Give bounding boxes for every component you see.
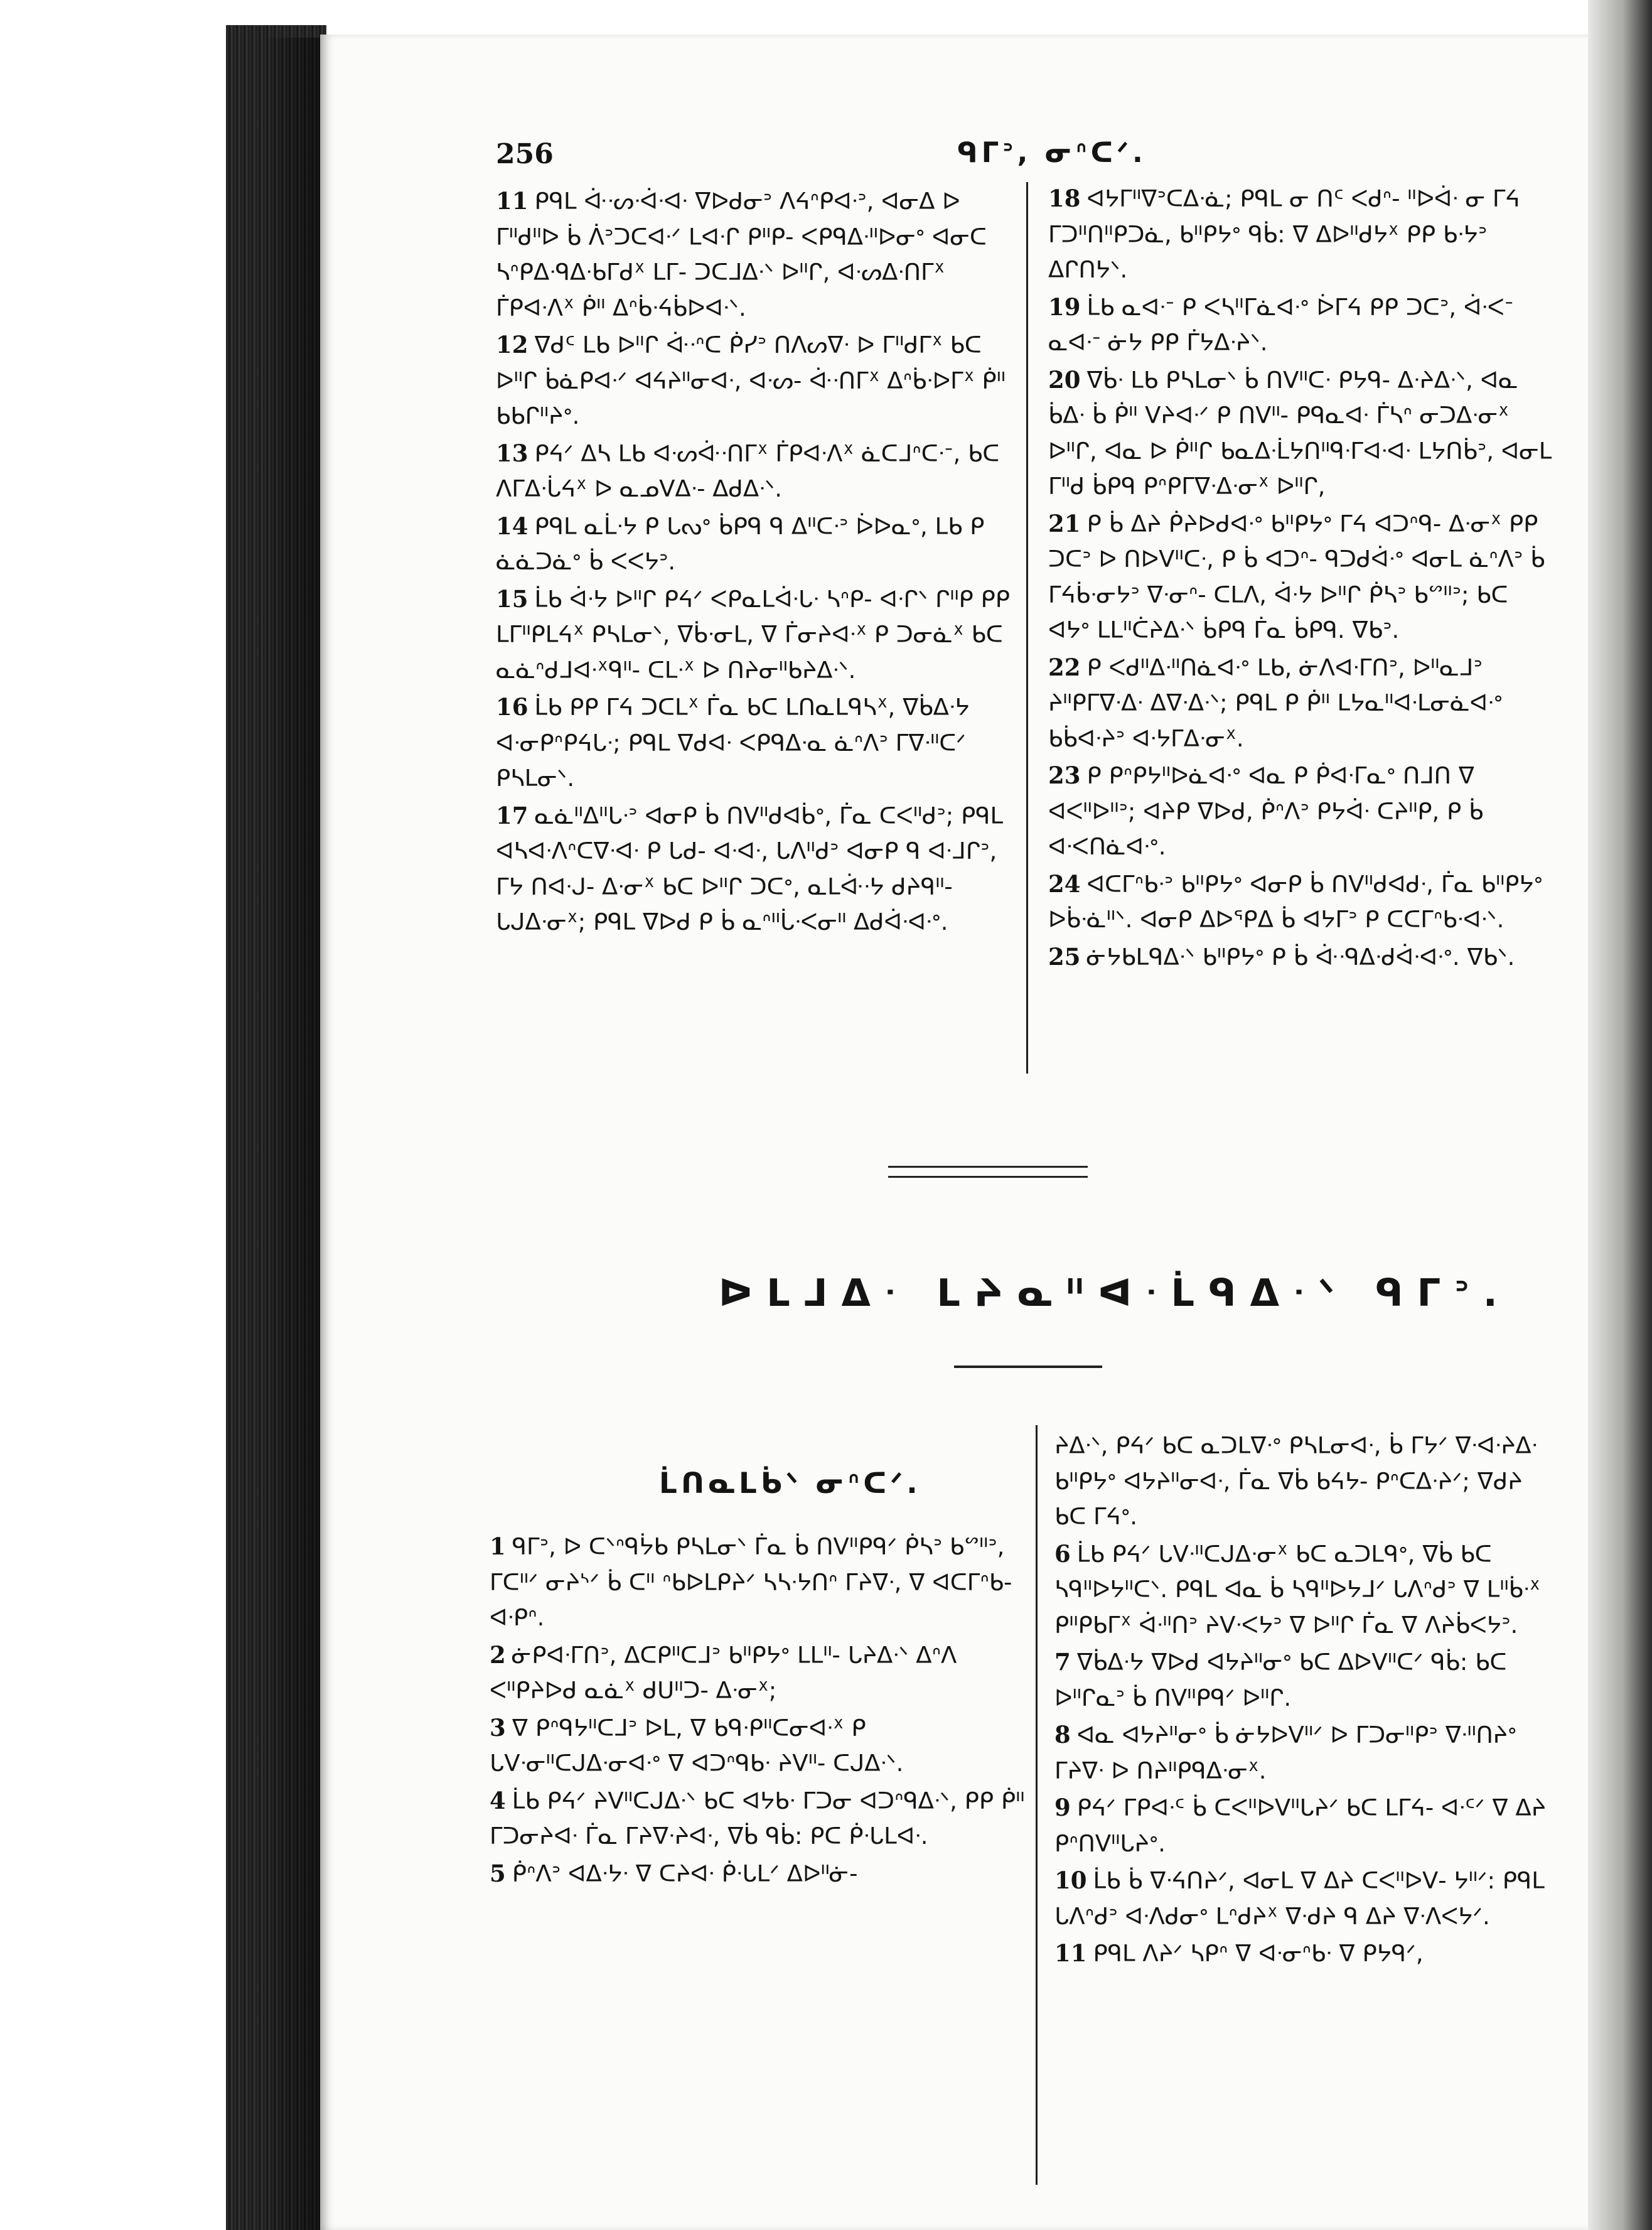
verse-number: 22: [1048, 653, 1081, 681]
verse-text: ᐁᑳᐧ ᒪᑲ ᑭᓴᒪᓂᐠ ᑳ ᑎᐯᐦᑕᐧ ᑭᔭᑫ- ᐃᐧᔨᐃᐧᐠ, ᐊᓇ ᑳᐃᐧ ᑳ ᑮᐦ ᐯᔨᐊᐧᐟ ᑭ ᑎᐯᐦ- ᑭᑫᓇᐊᐧ ᒦᓴᐢ ᓂᑐᐃᐧᓂᕽ ᐅᐦᒋ, ᐊᓇ ᐅ ᑮᐦᒋ ᑲᓇᐃᐧᒫᔭᑎᐦᑫᐧᒥᐊᐧᐊᐧ ᒪᔭᑎᑳᐣ, ᐊᓂᒪ ᒥᐦᑯ ᑳᑭᑫ ᑭᐢᑭᒥᐁᐧᐃᐧᓂᕽ ᐅᐦᒋ,: [1048, 366, 1552, 500]
verse-number: 18: [1048, 185, 1081, 212]
verse: [1048, 289, 1555, 361]
verse-text: ᑭ ᐸᑯᐦᐃᐧᐦᑎᓈᐊᐧᐤ ᒪᑲ, ᓃᐱᐊᐧᒥᑎᐣ, ᐅᐦᓇᒧᐣ ᔨᐦᑭᒥᐁᐧᐃᐧ ᐃᐁᐧᐃᐧᐠ; ᑭᑫᒪ ᑭ ᑮᐦ ᒪᔭᓇᐦᐊᐧᒪᓂᓈᐊᐧᐤ ᑲᑳᐊᐧᔨᐣ ᐊᐧᔭᒥᐃᐧᓂᕽ.: [1048, 654, 1503, 752]
verse-number: 1: [490, 1532, 506, 1560]
verse-text: ᒫᑲ ᐋᐧᔭ ᐅᐦᒋ ᑭᔦᐟ ᐸᑭᓇᒪᐋᐧᒐᐧ ᓴᐢᑭ- ᐊᐧᒋᐠ ᒋᐦᑭ ᑭᑭ ᒪᒥᐦᑭᒪᔦᕽ ᑭᓴᒪᓂᐠ, ᐁᑳᐧᓂᒪ, ᐁ ᒦᓂᔨᐊᐧᕽ ᑭ ᑐᓂᓈᕽ ᑲᑕ ᓇᓈᐢᑯᒧᐊᐧᕽᑫᐦ- ᑕᒪᐧᕽ ᐅ ᑎᔨᓂᐦᑲᔨᐃᐧᐠ.: [496, 585, 1011, 684]
verse: [496, 327, 1011, 434]
verse: [1048, 866, 1555, 938]
top-right-column: [1048, 181, 1555, 976]
verse: [1054, 1717, 1557, 1789]
verse: [496, 798, 1011, 940]
section-rule: [888, 1166, 1088, 1168]
verse-text: ᒫᑲ ᑭᔦᐟ ᔨᐯᐦᑕᒍᐃᐧᐠ ᑲᑕ ᐊᔭᑲᐧ ᒥᑐᓂ ᐊᑐᐢᑫᐃᐧᐠ, ᑭᑭ ᑮᐦ ᒥᑐᓂᔨᐊᐧ ᒦᓇ ᒥᔨᐁᐧᔨᐊᐧ, ᐁᑳ ᑫᑳ: ᑭᑕ ᑮᐧᒐᒪᐊᐧ.: [490, 1787, 1025, 1850]
verse-number: 20: [1048, 365, 1081, 394]
verse: [1048, 362, 1555, 505]
verse: [1054, 1790, 1557, 1861]
book-spine-shadow: [257, 38, 326, 2230]
verse-text: ᒫᑲ ᑭᔦᐟ ᒐᐯᐧᐦᑕᒍᐃᐧᓂᕽ ᑲᑕ ᓇᑐᒪᑫᐤ, ᐁᑳ ᑲᑕ ᓴᑫᐦᐅᔭᐦᑕᐠ. ᑭᑫᒪ ᐊᓇ ᑳ ᓴᑫᐦᐅᔭᒧᐟ ᒐᐱᐢᑯᐣ ᐁ ᒪᐦᑳᐧᕽ ᑭᐦᑭᑲᒥᕽ ᐋᐧᐦᑎᐣ ᔨᐯᐧᐸᔭᐣ ᐁ ᐅᐦᒋ ᒦᓇ ᐁ ᐱᔨᑳᐸᔭᐣ.: [1054, 1540, 1541, 1639]
verse-number: 15: [496, 584, 528, 613]
verse-text: ᑭᑫᒪ ᓇᒫᐧᔭ ᑭ ᒐᔓᐤ ᑳᑭᑫ ᑫ ᐃᐦᑕᐧᐣ ᐆᐅᓇᐤ, ᒪᑲ ᑭ ᓈᓈᑐᓈᐤ ᑳ ᐸᐸᔭᐣ.: [496, 512, 985, 575]
verse-number: 16: [496, 693, 528, 721]
verse: [1054, 1536, 1557, 1644]
verse: [496, 436, 1011, 507]
verse-number: 14: [496, 512, 528, 540]
verse: [1054, 1428, 1557, 1535]
verse-number: 2: [490, 1640, 506, 1669]
verse-number: 19: [1048, 293, 1081, 321]
verse-text: ᑭᔦᐟ ᐃᓴ ᒪᑲ ᐊᐧᔕᐚᐧᑎᒥᕽ ᒦᑭᐊᐧᐱᕽ ᓈᑕᒧᐢᑕᐧᐨ, ᑲᑕ ᐱᒥᐃᐧᒑᔦᕽ ᐅ ᓇᓄᐯᐃᐧ- ᐃᑯᐃᐧᐠ.: [496, 439, 1000, 502]
verse-text: ᒫᑲ ᑳ ᐁᐧᔦᑎᔨᐟ, ᐊᓂᒪ ᐁ ᐃᔨ ᑕᐸᐦᐅᐯ- ᔭᐦᐟ: ᑭᑫᒪ ᒐᐱᐢᑯᐣ ᐊᐧᐱᑯᓂᐤ ᒪᐢᑯᔨᕽ ᐁᐧᑯᔨ ᑫ ᐃᔨ ᐁᐧᐱᐸᔭᐟ.: [1054, 1867, 1545, 1930]
section-title: ᐅᒪᒧᐃᐧ ᒪᔨᓇᐦᐊᐧᒫᑫᐃᐧᐠ ᑫᒥᐣ.: [719, 1271, 1511, 1315]
verse-text: ᓃᔭᑲᒪᑫᐃᐧᐠ ᑲᐦᑭᔭᐤ ᑭ ᑳ ᐚᐧᑫᐃᐧᑯᐋᐧᐊᐧᐤ. ᐁᑲᐠ.: [1086, 943, 1515, 971]
verse-number: 8: [1054, 1721, 1071, 1748]
verse-text: ᔨᐃᐧᐠ, ᑭᔦᐟ ᑲᑕ ᓇᑐᒪᐁᐧᐤ ᑭᓴᒪᓂᐊᐧ, ᑳ ᒥᔭᐟ ᐁᐧᐊᐧᔨᐃᐧ ᑲᐦᑭᔭᐤ ᐊᔭᔨᐦᓂᐊᐧ, ᒦᓇ ᐁᑳ ᑲᔦᔭ- ᑭᐢᑕᐃᐧᔨᐟ; ᐁᑯᔨ ᑲᑕ ᒥᔦᐤ.: [1054, 1432, 1538, 1530]
verse-number: 9: [1054, 1794, 1071, 1821]
verse-number: 5: [490, 1859, 506, 1887]
verse-text: ᑭ ᑭᐢᑭᔭᐦᐅᓈᐊᐧᐤ ᐊᓇ ᑭ ᑮᐊᐧᒥᓇᐤ ᑎᒧᑎ ᐁ ᐊᐸᐦᐅᐦᐣ; ᐊᔨᑭ ᐁᐅᑯ, ᑮᐢᐱᐣ ᑭᔭᐋᐧ ᑕᔨᐦᑭ, ᑭ ᑳ ᐊᐧᐸᑎᓈᐊᐧᐤ.: [1048, 762, 1484, 860]
verse-number: 12: [496, 331, 528, 358]
verse: [490, 1710, 1029, 1782]
verse-number: 25: [1048, 942, 1081, 971]
verse-number: 6: [1054, 1539, 1071, 1568]
verse-text: ᑭᑫᒪ ᐱᔨᐟ ᓴᑭᐢ ᐁ ᐊᐧᓂᐢᑲᐧ ᐁ ᑭᔭᑫᐟ,: [1093, 1940, 1424, 1967]
verse-number: 23: [1048, 762, 1081, 789]
section-rule: [888, 1176, 1088, 1178]
verse-number: 7: [1054, 1648, 1071, 1676]
verse-text: ᒫᑲ ᓇᐊᐧᐨ ᑭ ᐸᓴᐦᒥᓈᐊᐧᐤ ᐆᒥᔦ ᑭᑭ ᑐᑕᐣ, ᐋᐧᐸᐨ ᓇᐊᐧᐨ ᓃᔭ ᑭᑭ ᒦᔭᐃᐧᔨᐠ.: [1048, 293, 1514, 356]
verse-text: ᑭᔦᐟ ᒥᑭᐊᐧᑦ ᑳ ᑕᐸᐦᐅᐯᐦᒐᔨᐟ ᑲᑕ ᒪᒥᔦ- ᐊᐧᑦᐟ ᐁ ᐃᔨ ᑭᐢᑎᐯᐦᒐᔨᐤ.: [1054, 1794, 1546, 1857]
verse: [496, 509, 1011, 580]
bottom-left-column: [490, 1529, 1029, 1893]
verse-text: ᐊᔭᒥᐦᐁᐣᑕᐃᐧᓈ; ᑭᑫᒪ ᓂ ᑎᑦ ᐸᑯᐢ- ᐦᐅᐋᐧ ᓂ ᒥᔦ ᒥᑐᐦᑎᐦᑭᑐᓈ, ᑲᐦᑭᔭᐤ ᑫᑳ: ᐁ ᐃᐅᐦᑯᔭᕽ ᑭᑭ ᑲᐧᔭᐣ ᐃᒋᑎᔭᐠ.: [1048, 185, 1520, 283]
verse: [1054, 1644, 1557, 1716]
verse-text: ᑫᒥᐣ, ᐅ ᑕᐠᐢᑫᔮᑲ ᑭᓴᒪᓂᐠ ᒦᓇ ᑳ ᑎᐯᐦᑭᑫᐟ ᑮᓴᐣ ᑲᔥᐦᐣ, ᒥᑕᐦᐟ ᓂᔨᔅᐟ ᑳ ᑕᐦ ᐢᑲᐅᒪᑭᔨᐟ ᓴᓴᐧᔭᑎᐢ ᒥᔨᐁᐧ, ᐁ ᐊᑕᒥᐢᑲ- ᐊᐧᑭᐢ.: [490, 1533, 1012, 1631]
chapter-heading: ᒫᑎᓇᒪᑳᐠ ᓂᐢᑕᐟ.: [659, 1466, 921, 1500]
verse-number: 24: [1048, 870, 1081, 898]
verse: [1048, 650, 1555, 757]
bottom-right-column: [1054, 1428, 1557, 1973]
verse: [1048, 181, 1555, 288]
page-number: 256: [496, 138, 554, 170]
verse: [1048, 506, 1555, 649]
verse: [496, 581, 1011, 689]
verse-text: ᓇᓈᐦᐃᐦᒐᐧᐣ ᐊᓂᑭ ᑳ ᑎᐯᐦᑯᐊᑳᐤ, ᒦᓇ ᑕᐸᐦᑯᐣ; ᑭᑫᒪ ᐊᓴᐊᐧᐱᐢᑕᐁᐧᐊᐧ ᑭ ᒐᑯ- ᐊᐧᐊᐧ, ᒐᐱᐦᑯᐣ ᐊᓂᑭ ᑫ ᐊᐧᒧᒋᐣ, ᒥᔭ ᑎᐊᐧᒍ- ᐃᐧᓂᕽ ᑲᑕ ᐅᐦᒋ ᑐᑕᐤ, ᓇᒪᐚᐧᔭ ᑯᔨᑫᐦ- ᒐᒍᐃᐧᓂᕽ; ᑭᑫᒪ ᐁᐅᑯ ᑭ ᑳ ᓇᐢᐦᒑᐧᐸᓂᐦ ᐃᑯᐋᐧᐊᐧᐤ.: [496, 802, 1004, 935]
verse: [490, 1637, 1029, 1709]
verse-number: 11: [496, 187, 528, 215]
verse-text: ᓃᑭᐊᐧᒥᑎᐣ, ᐃᑕᑭᐦᑕᒧᐣ ᑲᐦᑭᔭᐤ ᒪᒪᐦ- ᒐᔨᐃᐧᐠ ᐃᐢᐱ ᐸᐦᑭᔨᐅᑯ ᓇᓈᕽ ᑯᑌᐦᑐ- ᐃᐧᓂᕽ;: [490, 1641, 957, 1704]
verse-text: ᐁᑳᐃᐧᔭ ᐁᐅᑯ ᐊᔭᔨᐦᓂᐤ ᑲᑕ ᐃᐅᐯᐦᑕᐟ ᑫᑳ: ᑲᑕ ᐅᐦᒋᓇᐣ ᑳ ᑎᐯᐦᑭᑫᐟ ᐅᐦᒋ.: [1054, 1649, 1507, 1711]
verse-text: ᑭᑫᒪ ᐚᐧᔕᐧᐋᐧᐊᐧ ᐁᐅᑯᓂᐣ ᐱᔦᐢᑭᐊᐧᐣ, ᐊᓂᐃ ᐅ ᒥᐦᑯᐦᐅ ᑳ ᐲᐣᑐᑕᐊᐧᐟ ᒪᐊᐧᒋ ᑭᐦᑭ- ᐸᑭᑫᐃᐧᐦᐅᓂᐤ ᐊᓂᑕ ᓴᐢᑭᐃᐧᑫᐃᐧᑲᒥᑯᕽ ᒪᒥ- ᑐᑕᒧᐃᐧᐠ ᐅᐦᒋ, ᐊᐧᔕᐃᐧᑎᒥᕽ ᒦᑭᐊᐧᐱᕽ ᑮᐦ ᐃᐢᑳᐧᔦᑳᐅᐊᐧᐠ.: [496, 188, 987, 321]
book-right-edge: [1588, 0, 1652, 2230]
verse-number: 17: [496, 801, 528, 829]
title-rule: [954, 1365, 1102, 1368]
verse-text: ᐊᓇ ᐊᔭᔨᐦᓂᐤ ᑳ ᓃᔭᐅᐯᐦᐟ ᐅ ᒥᑐᓂᐦᑭᐣ ᐁᐧᐦᑎᔨᐤ ᒥᔨᐁᐧ ᐅ ᑎᔨᐦᑭᑫᐃᐧᓂᕽ.: [1054, 1721, 1517, 1784]
verse-number: 3: [490, 1713, 506, 1742]
verse: [1048, 939, 1555, 976]
verse-number: 13: [496, 439, 528, 467]
verse-number: 11: [1054, 1939, 1087, 1967]
verse: [1048, 758, 1555, 865]
verse-text: ᐊᑕᒥᐢᑲᐧᐣ ᑲᐦᑭᔭᐤ ᐊᓂᑭ ᑳ ᑎᐯᐦᑯᐊᑯᐧ, ᒦᓇ ᑲᐦᑭᔭᐤ ᐅᑳᐧᓈᐦᐠ. ᐊᓂᑭ ᐃᐅᕿᐃ ᑳ ᐊᔭᒥᐣ ᑭ ᑕᑕᒥᐢᑲᐧᐊᐧᐠ.: [1048, 870, 1543, 933]
verse: [1054, 1936, 1557, 1972]
verse-text: ᐁ ᑭᐢᑫᔭᐦᑕᒧᐣ ᐅᒪ, ᐁ ᑲᑫᐧᑭᐦᑕᓂᐊᐧᕽ ᑭ ᒐᐯᐧᓂᐦᑕᒍᐃᐧᓂᐊᐧᐤ ᐁ ᐊᑐᐢᑫᑲᐧ ᔨᐯᐦ- ᑕᒍᐃᐧᐠ.: [490, 1714, 904, 1777]
verse-text: ᑮᐢᐱᐣ ᐊᐃᐧᔭᐧ ᐁ ᑕᔨᐊᐧ ᑮᐧᒐᒪᐟ ᐃᐅᐦᓃ-: [512, 1860, 858, 1887]
verse: [490, 1856, 1029, 1892]
verse: [490, 1529, 1029, 1636]
verse-text: ᒫᑲ ᑭᑭ ᒥᔦ ᑐᑕᒪᕽ ᒦᓇ ᑲᑕ ᒪᑎᓇᒪᑫᓴᕽ, ᐁᑳᐃᐧᔭ ᐊᐧᓂᑭᐢᑭᔦᒐᐧ; ᑭᑫᒪ ᐁᑯᐊᐧ ᐸᑭᑫᐃᐧᓇ ᓈᐢᐱᐣ ᒥᐁᐧᐦᑕᐟ ᑭᓴᒪᓂᐠ.: [496, 694, 970, 792]
verse-text: ᐁᑯᑦ ᒪᑲ ᐅᐦᒋ ᐚᐧᐢᑕ ᑮᓯᐣ ᑎᐱᔕᐁᐧ ᐅ ᒥᐦᑯᒥᕽ ᑲᑕ ᐅᐦᒋ ᑳᓈᑭᐊᐧᐟ ᐊᔦᔨᐦᓂᐊᐧ, ᐊᐧᔕ- ᐚᐧᑎᒥᕽ ᐃᐢᑳᐧᐅᒥᕽ ᑮᐦ ᑲᑲᒋᐦᔨᐤ.: [496, 331, 1006, 429]
verse-number: 21: [1048, 509, 1081, 537]
verse: [1054, 1863, 1557, 1934]
column-divider: [1036, 1425, 1038, 2185]
top-left-column: [496, 183, 1011, 942]
verse: [490, 1783, 1029, 1855]
running-title: ᑫᒥᐣ, ᓂᐢᑕᐟ.: [957, 137, 1147, 169]
verse-text: ᑭ ᑳ ᐃᔨ ᑮᔨᐅᑯᐊᐧᐤ ᑲᐦᑭᔭᐤ ᒥᔦ ᐊᑐᐢᑫ- ᐃᐧᓂᕽ ᑭᑭ ᑐᑕᐣ ᐅ ᑎᐅᐯᐦᑕᐧ, ᑭ ᑳ ᐊᑐᐢ- ᑫᑐᑯᐋᐧᐤ ᐊᓂᒪ ᓈᐢᐱᐣ ᑳ ᒥᔦᑳᐧᓂᔭᐣ ᐁᐧᓂᐢ- ᑕᒪᐱ, ᐋᐧᔭ ᐅᐦᒋ ᑮᓴᐣ ᑲᔥᐦᐣ; ᑲᑕ ᐊᔭᐤ ᒪᒪᐦᑖᔨᐃᐧᐠ ᑳᑭᑫ ᒦᓇ ᑳᑭᑫ. ᐁᑲᐣ.: [1048, 510, 1545, 644]
verse: [496, 183, 1011, 326]
verse-number: 4: [490, 1786, 506, 1814]
verse: [496, 689, 1011, 797]
column-divider: [1026, 182, 1028, 1074]
verse-number: 10: [1054, 1866, 1087, 1894]
